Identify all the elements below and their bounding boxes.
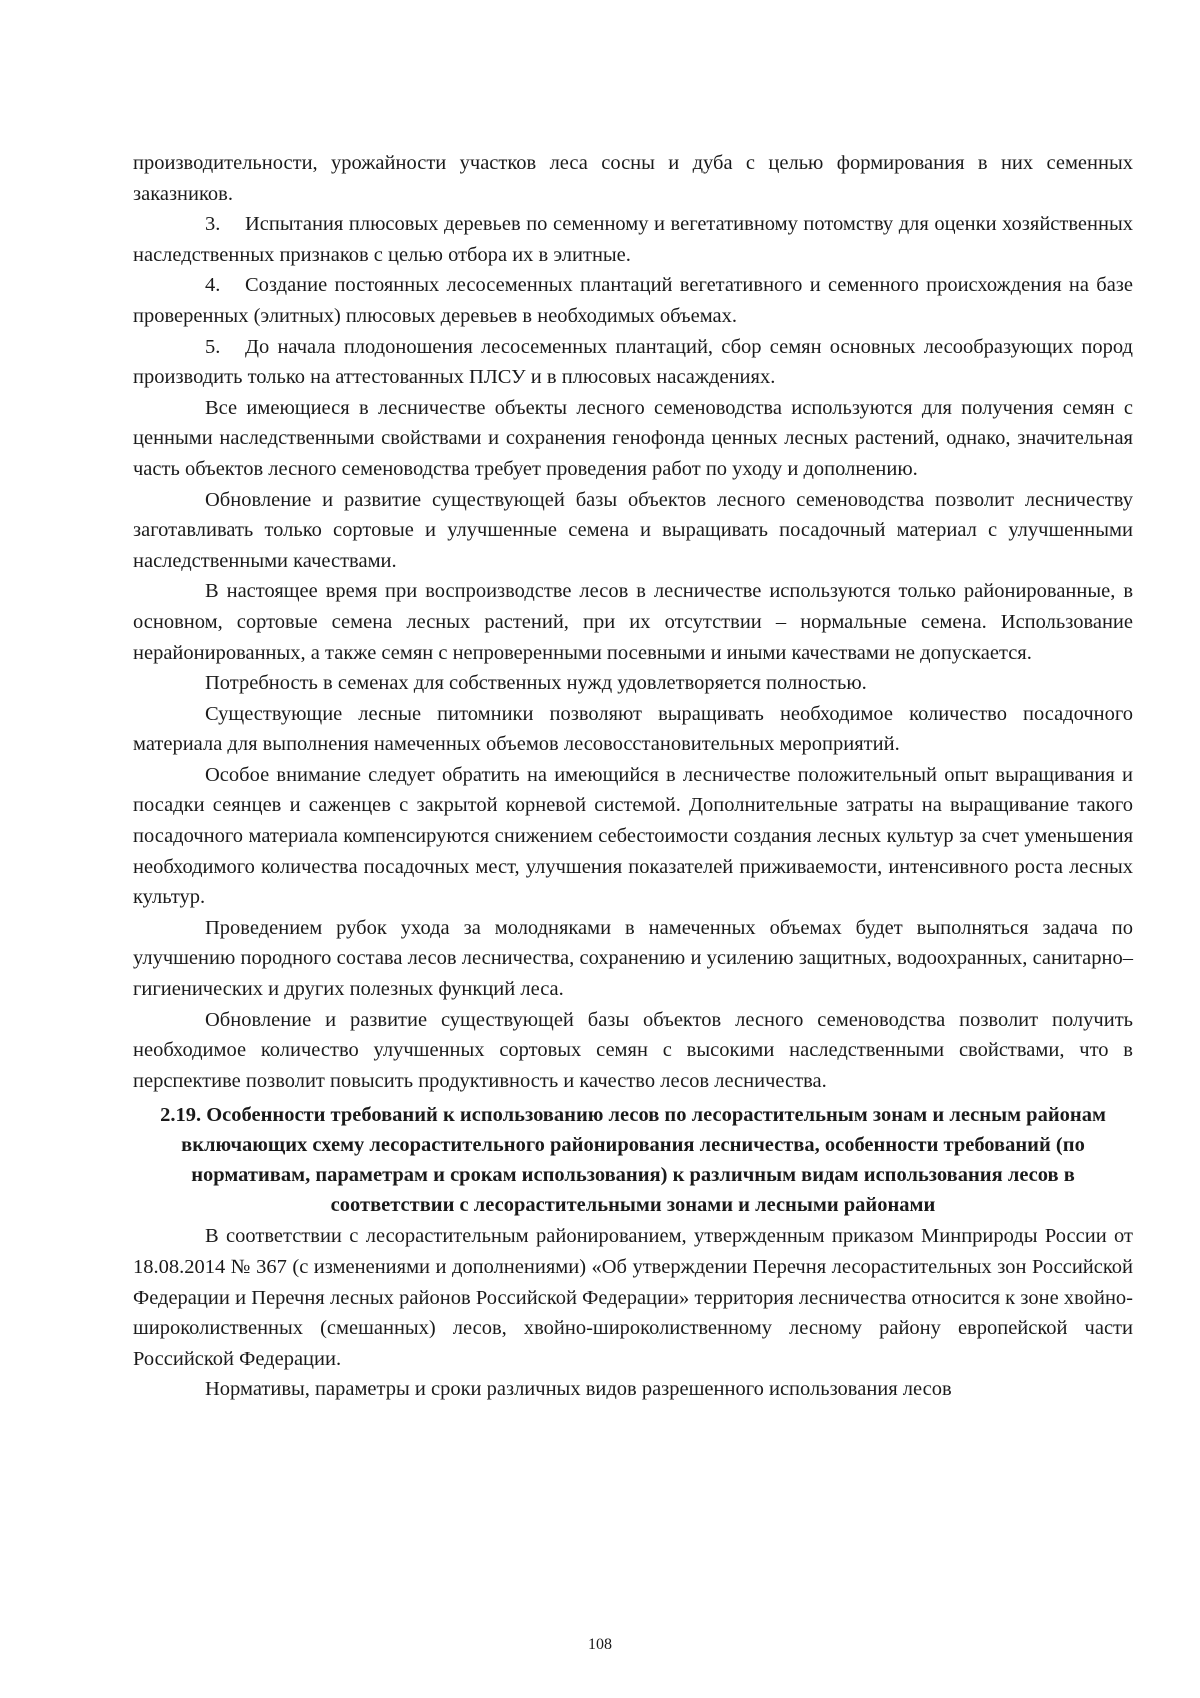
page-number: 108 <box>588 1636 612 1653</box>
paragraph-continuation: производительности, урожайности участков леса сосны и дуба с целью формирования в них семенных заказников. <box>133 152 1133 205</box>
page-body <box>133 148 1133 1405</box>
paragraph: Обновление и развитие существующей базы объектов лесного семеноводства позволит получить необходимое количество улучшенных сортовых семян с высокими наследственными свойствами, что в перспективе позволит повысить продуктивность и качество лесов лесничества. <box>133 1008 1133 1092</box>
list-item-text: До начала плодоношения лесосеменных плантаций, сбор семян основных лесообразующих пород производить только на аттестованных ПЛСУ и в плюсовых насаждениях. <box>133 335 1133 389</box>
paragraph: Все имеющиеся в лесничестве объекты лесного семеноводства используются для получения семян с ценными наследственными свойствами и сохранения генофонда ценных лесных растений, однако, значительная часть объектов лесного семеноводства требует проведения работ по уходу и дополнению. <box>133 396 1133 480</box>
paragraph: Нормативы, параметры и сроки различных видов разрешенного использования лесов <box>205 1378 952 1401</box>
paragraph: Потребность в семенах для собственных нужд удовлетворяется полностью. <box>205 672 867 695</box>
list-item-4 <box>133 270 1133 331</box>
paragraph: Существующие лесные питомники позволяют выращивать необходимое количество посадочного материала для выполнения намеченных объемов лесовосстановительных мероприятий. <box>133 702 1133 756</box>
list-item-number: 3. <box>205 213 221 236</box>
list-item-text: Создание постоянных лесосеменных плантаций вегетативного и семенного происхождения на базе проверенных (элитных) плюсовых деревьев в необходимых объемах. <box>133 274 1133 327</box>
paragraph: В соответствии с лесорастительным районированием, утвержденным приказом Минприроды России от 18.08.2014 № 367 (с изменениями и дополнениями) «Об утверждении Перечня лесорастительных зон Российской Федерации и Перечня лесных районов Российской Федерации» территория лесничества относится к зоне хвойно-широколиственных (смешанных) лесов, хвойно-широколиственному лесному району европейской части Российской Федерации. <box>133 1225 1133 1370</box>
section-heading: 2.19. Особенности требований к использованию лесов по лесорастительным зонам и лесным районам включающих схему лесорастительного районирования лесничества, особенности требований (по нормативам, параметрам и срокам использования) к различным видам использования лесов в соответствии с лесорастительными зонами и лесными районами <box>160 1104 1106 1217</box>
list-item-number: 5. <box>205 335 221 358</box>
paragraph: В настоящее время при воспроизводстве лесов в лесничестве используются только районированные, в основном, сортовые семена лесных растений, при их отсутствии – нормальные семена. Использование нерайонированных, а также семян с непроверенными посевными и иными качествами не допускается. <box>133 580 1133 664</box>
paragraph: Обновление и развитие существующей базы объектов лесного семеноводства позволит лесничеству заготавливать только сортовые и улучшенные семена и выращивать посадочный материал с улучшенными наследственными качествами. <box>133 488 1133 572</box>
list-item-5 <box>133 332 1133 393</box>
list-item-text: Испытания плюсовых деревьев по семенному и вегетативному потомству для оценки хозяйственных наследственных признаков с целью отбора их в элитные. <box>133 213 1133 266</box>
paragraph: Проведением рубок ухода за молодняками в намеченных объемах будет выполняться задача по улучшению породного состава лесов лесничества, сохранению и усилению защитных, водоохранных, санитарно–гигиенических и других полезных функций леса. <box>133 916 1133 1001</box>
list-item-number: 4. <box>205 274 221 297</box>
list-item-3 <box>133 209 1133 270</box>
paragraph: Особое внимание следует обратить на имеющийся в лесничестве положительный опыт выращивания и посадки сеянцев и саженцев с закрытой корневой системой. Дополнительные затраты на выращивание такого посадочного материала компенсируются снижением себестоимости создания лесных культур за счет уменьшения необходимого количества посадочных мест, улучшения показателей приживаемости, интенсивного роста лесных культур. <box>133 763 1133 909</box>
